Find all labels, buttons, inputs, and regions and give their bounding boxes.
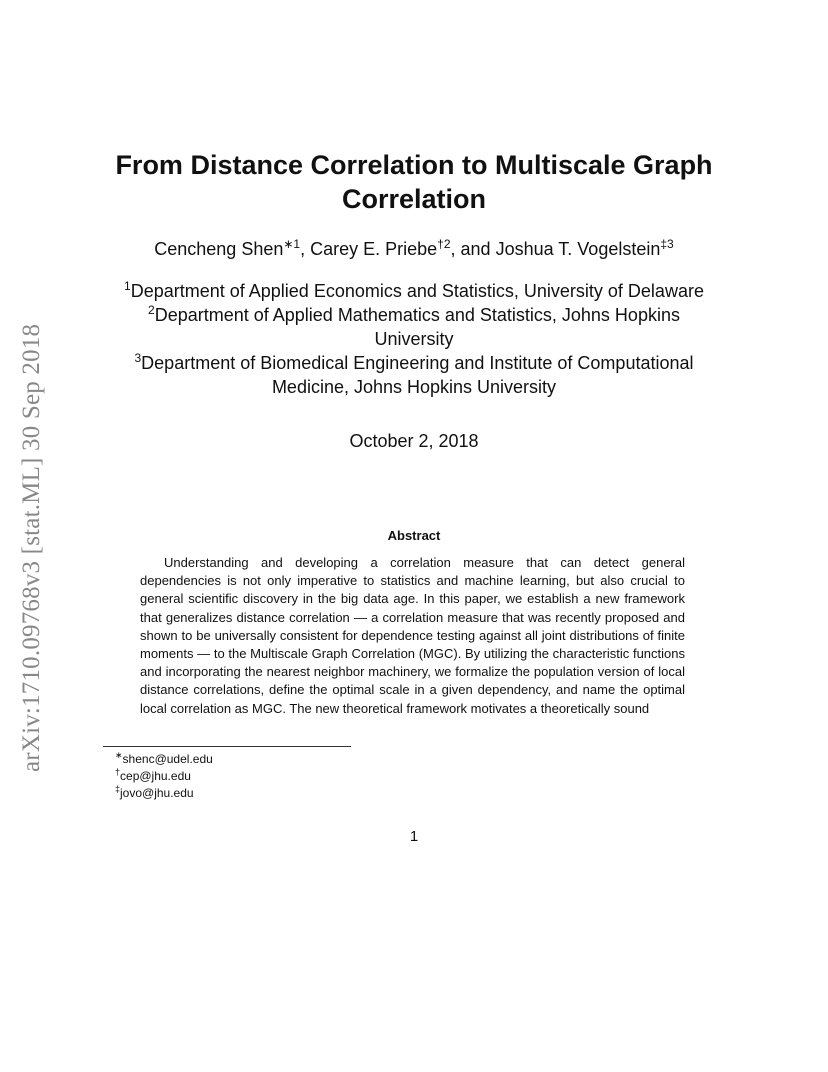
footnote-item <box>115 785 213 802</box>
affiliation-text: Department of Applied Economics and Statistics, University of Delaware <box>130 281 704 301</box>
footnote-item <box>115 768 213 785</box>
footnote-mark: ‡ <box>115 784 121 794</box>
author-name: Carey E. Priebe <box>310 239 438 259</box>
footnote-divider <box>103 746 351 747</box>
affiliation-mark: 1 <box>124 279 131 293</box>
author-name: Cencheng Shen <box>154 239 284 259</box>
affiliations <box>80 279 748 399</box>
affiliation-2 <box>80 303 748 327</box>
affiliation-mark: 3 <box>134 351 142 365</box>
author-mark: ‡3 <box>660 237 674 251</box>
title-line-2: Correlation <box>341 184 487 214</box>
author-mark: †2 <box>437 237 451 251</box>
paper-date: October 2, 2018 <box>349 431 479 451</box>
paper-title <box>80 148 748 216</box>
arxiv-side-stamp: arXiv:1710.09768v3 [stat.ML] 30 Sep 2018 <box>18 323 45 772</box>
footnote-email: jovo@jhu.edu <box>120 786 194 800</box>
affiliation-mark: 2 <box>148 303 155 317</box>
affiliation-text: Department of Applied Mathematics and Statistics, Johns Hopkins <box>154 305 680 325</box>
affiliation-3 <box>80 351 748 375</box>
footnote-mark: † <box>115 767 121 777</box>
footnote-email: cep@jhu.edu <box>120 769 191 783</box>
affiliation-2-cont: University <box>374 329 454 349</box>
author-mark: ∗1 <box>283 237 301 251</box>
author-list <box>80 237 748 261</box>
affiliation-3-cont: Medicine, Johns Hopkins University <box>271 377 557 397</box>
abstract-body: Understanding and developing a correlation measure that can detect general dependencies is not only imperative to statistics and machine learning, but also crucial to general scientific discovery in the big data age. In this paper, we establish a new framework that generalizes distance correlation — a correlation measure that was recently proposed and shown to be universally consistent for dependence testing against all joint distributions of finite moments — to the Multiscale Graph Correlation (MGC). By utilizing the characteristic functions and incorporating the nearest neighbor machinery, we formalize the population version of local distance correlations, define the optimal scale in a given dependency, and name the optimal local correlation as MGC. The new theoretical framework motivates a theoretically sound <box>140 555 685 716</box>
footnotes <box>115 751 213 802</box>
title-line-1: From Distance Correlation to Multiscale Graph <box>115 150 713 180</box>
footnote-item <box>115 751 213 768</box>
abstract-heading: Abstract <box>387 528 441 543</box>
page-number: 1 <box>409 828 419 845</box>
author-separator: , and <box>450 239 496 259</box>
footnote-mark: ∗ <box>115 750 123 760</box>
affiliation-text: Department of Biomedical Engineering and Institute of Computational <box>141 353 694 373</box>
author-separator: , <box>300 239 311 259</box>
footnote-email: shenc@udel.edu <box>122 752 213 766</box>
affiliation-1 <box>80 279 748 303</box>
author-name: Joshua T. Vogelstein <box>495 239 661 259</box>
